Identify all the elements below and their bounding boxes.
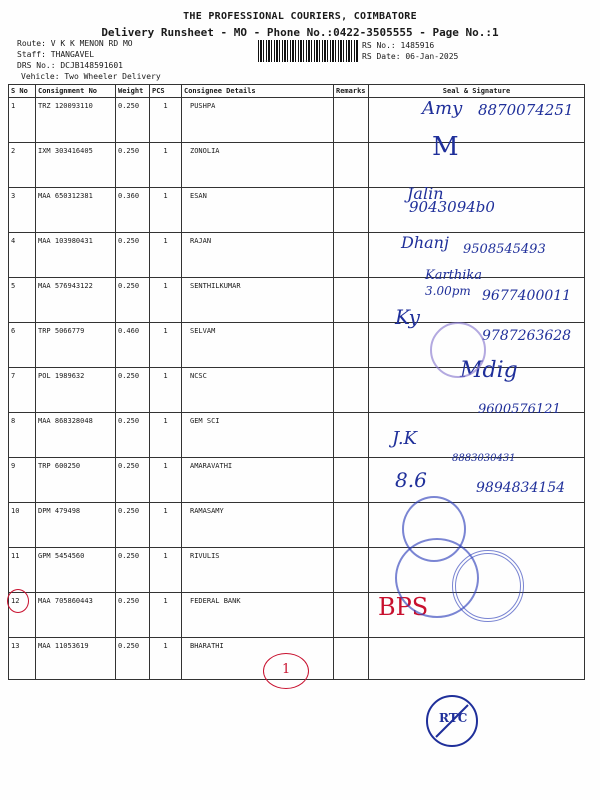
col-remarks: Remarks (334, 85, 369, 98)
cell-consignee: SENTHILKUMAR (182, 278, 334, 323)
company-stamp (430, 322, 486, 378)
cell-consignment: POL 1989632 (36, 368, 116, 413)
cell-consignee: RAJAN (182, 233, 334, 278)
cell-remarks (334, 143, 369, 188)
cell-weight: 0.250 (116, 548, 150, 593)
rtc-mark (426, 695, 478, 747)
cell-weight: 0.250 (116, 503, 150, 548)
table-row (9, 503, 585, 548)
handwritten-phone: 8883030431 (452, 453, 516, 464)
cell-consignment: GPM 5454560 (36, 548, 116, 593)
handwritten-signature: Dhanj (401, 233, 449, 252)
cell-consignment: MAA 705860443 (36, 593, 116, 638)
cell-weight: 0.250 (116, 458, 150, 503)
cell-pcs: 1 (150, 233, 182, 278)
handwritten-time: 3.00pm (425, 284, 471, 298)
vehicle-line: Vehicle: Two Wheeler Delivery (21, 72, 161, 81)
cell-weight: 0.460 (116, 323, 150, 368)
handwritten-phone: 9508545493 (463, 242, 546, 257)
barcode (258, 40, 358, 62)
cell-weight: 0.360 (116, 188, 150, 233)
cell-consignee: SELVAM (182, 323, 334, 368)
cell-sno: 13 (9, 638, 36, 680)
red-circle-mark (263, 653, 309, 689)
cell-sno: 4 (9, 233, 36, 278)
cell-pcs: 1 (150, 323, 182, 368)
cell-signature (369, 503, 585, 548)
cell-consignee: RAMASAMY (182, 503, 334, 548)
cell-consignment: DPM 479498 (36, 503, 116, 548)
cell-pcs: 1 (150, 188, 182, 233)
cell-remarks (334, 233, 369, 278)
col-sno: S No (9, 85, 36, 98)
col-signature: Seal & Signature (369, 85, 585, 98)
handwritten-signature: Amy (422, 98, 463, 119)
cell-consignment: TRP 600250 (36, 458, 116, 503)
circle-mark-number: 1 (282, 662, 291, 677)
handwritten-phone: 9787263628 (482, 328, 572, 344)
cell-sno: 8 (9, 413, 36, 458)
cell-sno: 6 (9, 323, 36, 368)
cell-remarks (334, 638, 369, 680)
route-line: Route: V K K MENON RD MO (17, 39, 133, 48)
cell-consignee: PUSHPA (182, 98, 334, 143)
cell-consignment: MAA 650312381 (36, 188, 116, 233)
cell-sno: 3 (9, 188, 36, 233)
cell-remarks (334, 458, 369, 503)
cell-pcs: 1 (150, 593, 182, 638)
cell-sno: 7 (9, 368, 36, 413)
cell-weight: 0.250 (116, 638, 150, 680)
cell-remarks (334, 368, 369, 413)
cell-consignment: MAA 576943122 (36, 278, 116, 323)
handwritten-bps: BPS (378, 593, 429, 621)
cell-weight: 0.250 (116, 413, 150, 458)
table-row (9, 413, 585, 458)
cell-sno: 1 (9, 98, 36, 143)
cell-remarks (334, 188, 369, 233)
cell-consignee: BHARATHI (182, 638, 334, 680)
cell-sno: 10 (9, 503, 36, 548)
cell-consignee: RIVULIS (182, 548, 334, 593)
handwritten-signature: 8.6 (395, 468, 427, 492)
cell-consignment: TRP 5066779 (36, 323, 116, 368)
cell-consignment: MAA 103980431 (36, 233, 116, 278)
cell-remarks (334, 413, 369, 458)
cell-consignee: AMARAVATHI (182, 458, 334, 503)
cell-sno: 5 (9, 278, 36, 323)
handwritten-signature: Ky (395, 305, 420, 329)
cell-remarks (334, 548, 369, 593)
cell-pcs: 1 (150, 413, 182, 458)
cell-consignee: ZONOLIA (182, 143, 334, 188)
rs-number: RS No.: 1485916 (362, 41, 435, 50)
handwritten-phone: 9043094b0 (409, 198, 495, 216)
cell-signature (369, 143, 585, 188)
bank-stamp (452, 550, 524, 622)
cell-sno: 9 (9, 458, 36, 503)
cell-consignment: IXM 303416405 (36, 143, 116, 188)
col-consignee: Consignee Details (182, 85, 334, 98)
handwritten-phone: 8870074251 (478, 101, 574, 119)
cell-remarks (334, 278, 369, 323)
handwritten-name: Karthika (425, 268, 483, 283)
cell-consignee: NCSC (182, 368, 334, 413)
rtc-label: RTC (439, 711, 468, 725)
col-weight: Weight (116, 85, 150, 98)
cell-remarks (334, 98, 369, 143)
cell-weight: 0.250 (116, 233, 150, 278)
cell-pcs: 1 (150, 278, 182, 323)
runsheet-subtitle: Delivery Runsheet - MO - Phone No.:0422-3505555 - Page No.:1 (101, 26, 499, 39)
cell-consignee: FEDERAL BANK (182, 593, 334, 638)
cell-consignee: GEM SCI (182, 413, 334, 458)
col-pcs: PCS (150, 85, 182, 98)
cell-remarks (334, 593, 369, 638)
cell-signature (369, 638, 585, 680)
table-header-row (9, 85, 585, 98)
cell-sno: 11 (9, 548, 36, 593)
cell-pcs: 1 (150, 143, 182, 188)
drs-line: DRS No.: DCJB148591601 (17, 61, 123, 70)
cell-consignment: TRZ 120093110 (36, 98, 116, 143)
cell-consignment: MAA 11053619 (36, 638, 116, 680)
cell-consignment: MAA 868328048 (36, 413, 116, 458)
cell-sno: 2 (9, 143, 36, 188)
staff-line: Staff: THANGAVEL (17, 50, 95, 59)
cell-pcs: 1 (150, 548, 182, 593)
handwritten-phone: 9600576121 (478, 402, 561, 417)
cell-weight: 0.250 (116, 98, 150, 143)
cell-remarks (334, 323, 369, 368)
handwritten-phone: 9677400011 (482, 288, 572, 304)
cell-pcs: 1 (150, 368, 182, 413)
cell-weight: 0.250 (116, 143, 150, 188)
handwritten-signature: J.K (392, 428, 417, 449)
cell-pcs: 1 (150, 638, 182, 680)
cell-pcs: 1 (150, 98, 182, 143)
rs-date: RS Date: 06-Jan-2025 (362, 52, 459, 61)
handwritten-signature: Mdig (460, 358, 518, 383)
cell-pcs: 1 (150, 503, 182, 548)
sno-circle-mark (7, 589, 29, 613)
handwritten-phone: 9894834154 (476, 480, 566, 496)
table-row (9, 188, 585, 233)
table-row (9, 143, 585, 188)
company-title: THE PROFESSIONAL COURIERS, COIMBATORE (183, 11, 417, 22)
handwritten-initials: M (432, 132, 459, 162)
cell-weight: 0.250 (116, 368, 150, 413)
handwritten-signature: Jalin (407, 184, 444, 203)
cell-sno: 12 (9, 593, 36, 638)
cell-weight: 0.250 (116, 593, 150, 638)
col-consignment: Consignment No (36, 85, 116, 98)
cell-consignee: ESAN (182, 188, 334, 233)
cell-weight: 0.250 (116, 278, 150, 323)
cell-remarks (334, 503, 369, 548)
cell-pcs: 1 (150, 458, 182, 503)
